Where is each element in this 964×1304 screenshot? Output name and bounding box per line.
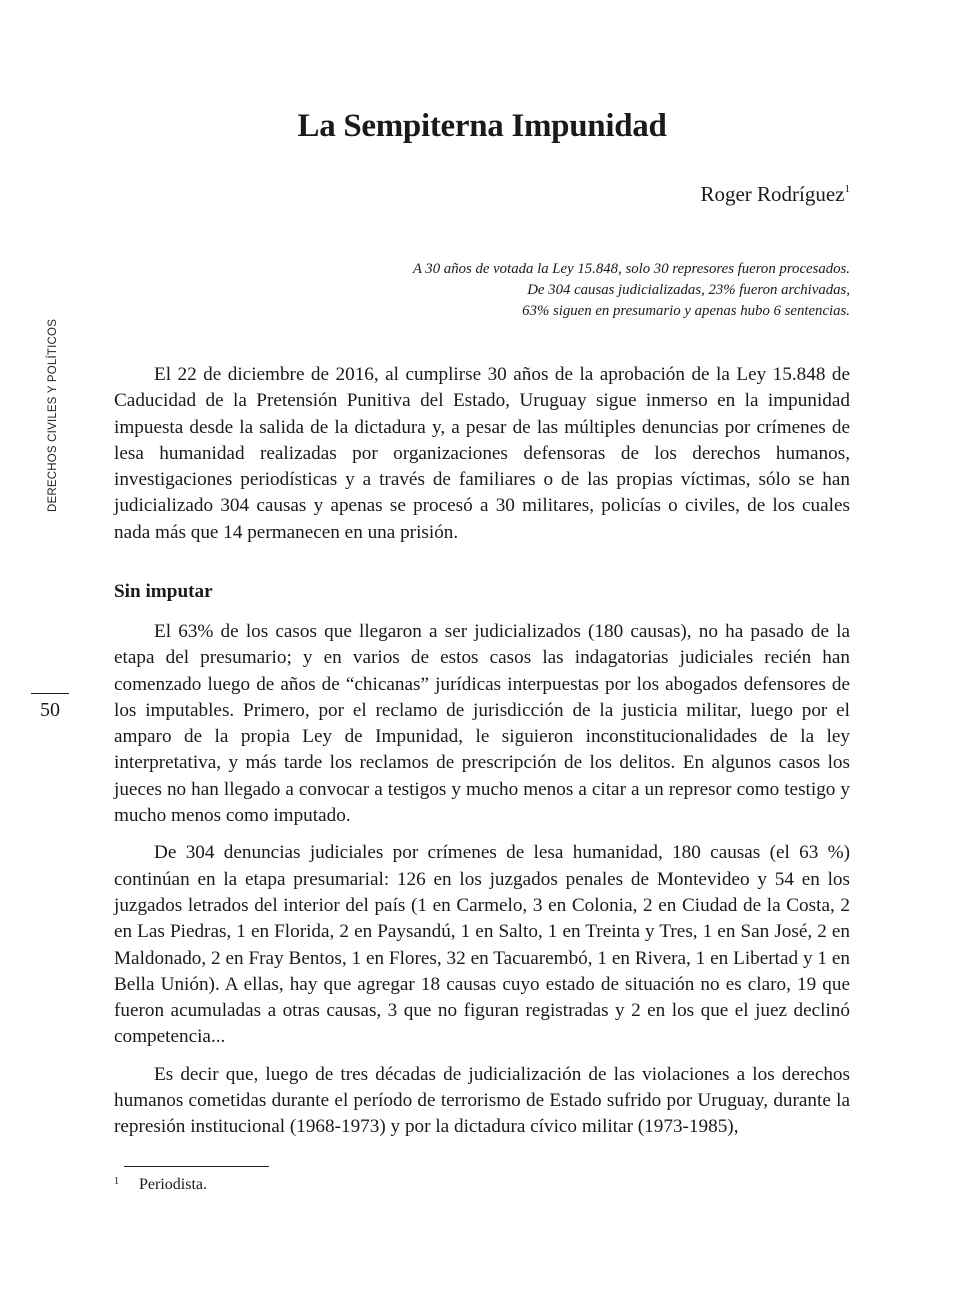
section-label-text: DERECHOS CIVILES Y POLÍTICOS (47, 318, 59, 512)
footnote-mark: 1 (114, 1176, 119, 1187)
section-heading: Sin imputar (114, 581, 213, 602)
author-line (114, 182, 850, 207)
page-number-rule (31, 693, 69, 694)
body-paragraph: Es decir que, luego de tres décadas de judicialización de las violaciones a los derechos humanos cometidas durante el período de terrorismo de Estado sufrido por Uruguay, durante la represión institucional (1968-1973) y por la dictadura cívico militar (1973-1985), (114, 1063, 850, 1138)
epigraph-line: 63% siguen en presumario y apenas hubo 6 sentencias. (522, 303, 850, 319)
intro-paragraph: El 22 de diciembre de 2016, al cumplirse 30 años de la aprobación de la Ley 15.848 de Caducidad de la Pretensión Punitiva del Estado, Uruguay sigue inmerso en la impunidad impuesta desde la salida de la dictadura y, a pesar de las múltiples denuncias por crímenes de lesa humanidad realizadas por organizaciones defensoras de los derechos humanos, investigaciones periodísticas y a través de familiares o de las propias víctimas, sólo se han judicializado 304 causas y apenas se procesó a 30 militares, policías o civiles, de los cuales nada más que 14 permanecen en una prisión. (114, 364, 850, 543)
author-footnote-mark: 1 (844, 183, 850, 195)
intro-section (114, 362, 850, 546)
epigraph-line: De 304 causas judicializadas, 23% fueron archivadas, (527, 282, 850, 298)
section-body (114, 619, 850, 1141)
footnote-text: Periodista. (139, 1176, 207, 1193)
footnote (114, 1176, 207, 1194)
body-paragraph: De 304 denuncias judiciales por crímenes de lesa humanidad, 180 causas (el 63 %) continúan en la etapa presumarial: 126 en los juzgados penales de Montevideo y 54 en los juzgados letrados del interior del país (1 en Carmelo, 3 en Colonia, 2 en Ciudad de la Costa, 2 en Las Piedras, 1 en Florida, 2 en Paysandú, 1 en Salto, 1 en Treinta y Tres, 1 en San José, 2 en Maldonado, 2 en Fray Bentos, 1 en Flores, 32 en Tacuarembó, 1 en Rivera, 1 en Libertad y 1 en Bella Unión). A ellas, hay que agregar 18 causas cuyo estado de situación no es claro, 19 que fueron acumuladas a otras causas, 3 que no figuran registradas y 2 en los que el juez declinó competencia... (114, 842, 850, 1048)
epigraph (300, 259, 850, 322)
footnote-rule (124, 1166, 269, 1167)
running-section-label (14, 312, 94, 512)
page-number: 50 (40, 699, 60, 721)
body-paragraph: El 63% de los casos que llegaron a ser judicializados (180 causas), no ha pasado de la etapa del presumario; y en varios de estos casos las indagatorias judiciales recién han comenzado luego de años de “chicanas” jurídicas interpuestas por los abogados defensores de los imputables. Primero, por el reclamo de jurisdicción de la justicia militar, luego por el amparo de la propia Ley de Impunidad, le siguieron inconstitucionalidades de la ley interpretativa, y más tarde los reclamos de prescripción de los delitos. En algunos casos los jueces no han llegado a convocar a testigos y mucho menos a citar a un represor como testigo y mucho menos como imputado. (114, 621, 850, 827)
epigraph-line: A 30 años de votada la Ley 15.848, solo 30 represores fueron procesados. (412, 261, 850, 277)
article-title: La Sempiterna Impunidad (297, 108, 667, 144)
author-name: Roger Rodríguez (700, 182, 845, 206)
